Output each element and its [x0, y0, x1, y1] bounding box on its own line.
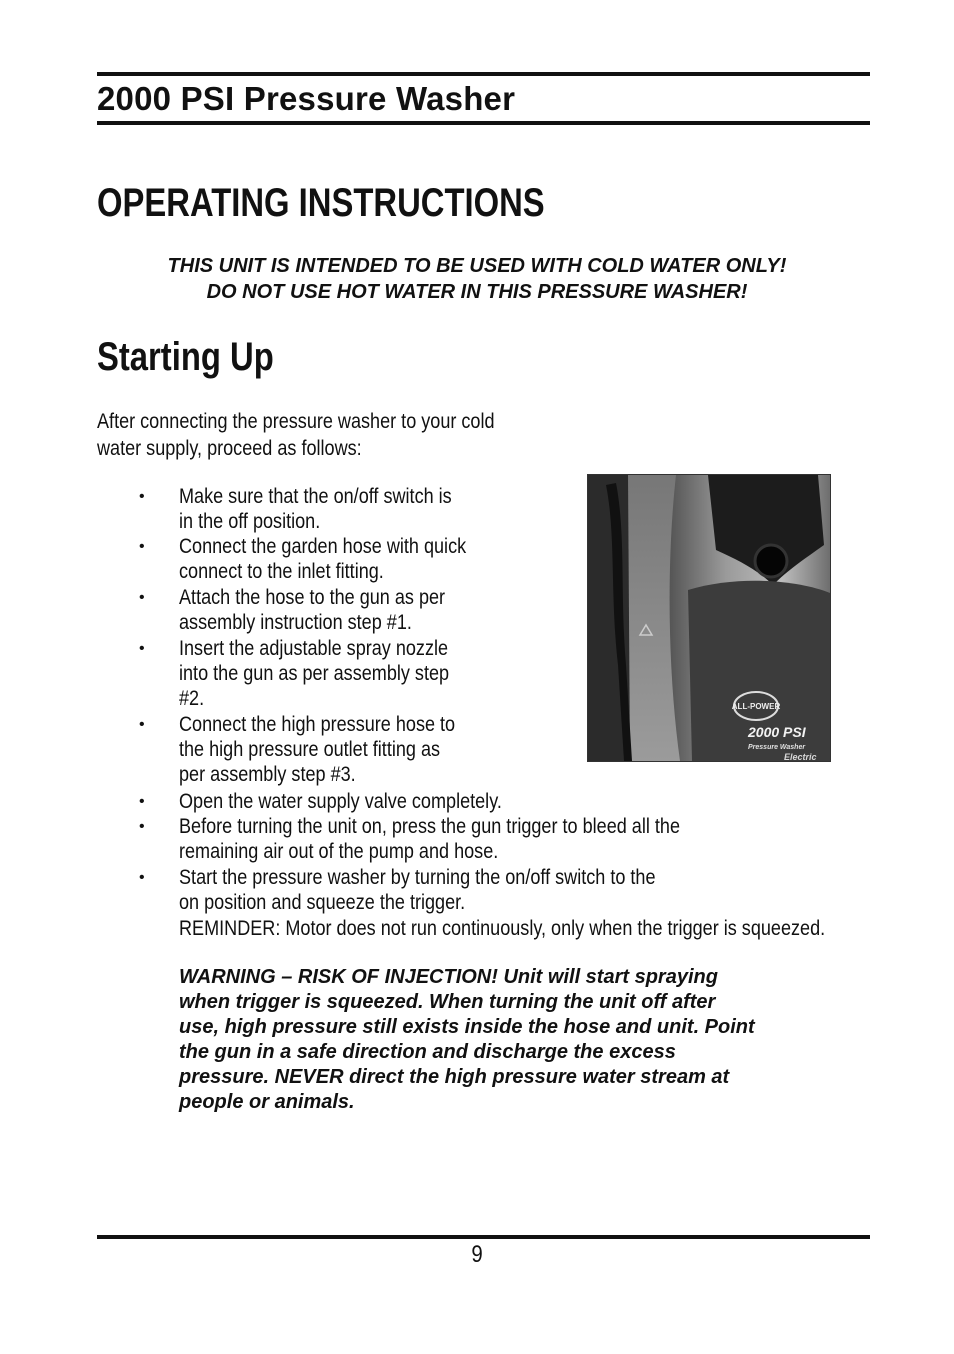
step-line: Insert the adjustable spray nozzle	[179, 637, 449, 660]
footer-rule	[97, 1235, 870, 1239]
step-line: on position and squeeze the trigger.	[179, 891, 466, 914]
step-line: in the off position.	[179, 510, 321, 533]
notice-line: DO NOT USE HOT WATER IN THIS PRESSURE WASHER!	[206, 281, 748, 303]
header-bottom-rule	[97, 121, 870, 125]
warning-line: WARNING – RISK OF INJECTION! Unit will start spraying	[179, 966, 718, 988]
step-text	[179, 636, 449, 711]
warning-line: people or animals.	[179, 1091, 355, 1113]
intro-paragraph	[97, 408, 495, 462]
warning-line: use, high pressure still exists inside the hose and unit. Point	[179, 1016, 755, 1038]
bullet: •	[139, 716, 145, 733]
step-line: Connect the garden hose with quick	[179, 535, 467, 558]
step-line: Open the water supply valve completely.	[179, 790, 502, 813]
step-text	[179, 789, 502, 814]
section-title: OPERATING INSTRUCTIONS	[97, 181, 545, 225]
bullet: •	[139, 488, 145, 505]
step-line: into the gun as per assembly step	[179, 662, 450, 685]
step-line: assembly instruction step #1.	[179, 611, 412, 634]
pressure-washer-illustration	[588, 475, 830, 761]
step-text	[179, 712, 455, 787]
step-text	[179, 585, 445, 635]
bullet: •	[139, 818, 145, 835]
step-line: #2.	[179, 687, 205, 710]
power-switch-icon	[755, 545, 787, 577]
step-text	[179, 534, 466, 584]
page-number: 9	[471, 1241, 483, 1268]
step-line: per assembly step #3.	[179, 763, 356, 786]
step-line: Start the pressure washer by turning the on/off switch to the	[179, 866, 656, 889]
intro-line: water supply, proceed as follows:	[97, 437, 362, 460]
model-label: 2000 PSI	[748, 724, 806, 740]
warning-line: pressure. NEVER direct the high pressure water stream at	[179, 1066, 730, 1088]
bullet: •	[139, 793, 145, 810]
bullet: •	[139, 538, 145, 555]
warning-line: the gun in a safe direction and discharge the excess	[179, 1041, 676, 1063]
step-line: Make sure that the on/off switch is	[179, 485, 452, 508]
document-header-title: 2000 PSI Pressure Washer	[97, 80, 516, 117]
step-line: Connect the high pressure hose to	[179, 713, 456, 736]
step-text	[179, 814, 680, 864]
bullet: •	[139, 589, 145, 606]
injection-warning	[179, 965, 879, 1115]
model-sublabel: Pressure Washer	[748, 744, 806, 751]
step-line: connect to the inlet fitting.	[179, 560, 384, 583]
bullet: •	[139, 640, 145, 657]
bullet: •	[139, 869, 145, 886]
cold-water-notice	[97, 253, 857, 305]
step-line: Attach the hose to the gun as per	[179, 586, 446, 609]
intro-line: After connecting the pressure washer to your cold	[97, 410, 495, 433]
header-top-rule	[97, 72, 870, 76]
notice-line: THIS UNIT IS INTENDED TO BE USED WITH COLD WATER ONLY!	[167, 255, 787, 277]
step-text	[179, 484, 452, 534]
step-text	[179, 865, 656, 915]
step-line: the high pressure outlet fitting as	[179, 738, 441, 761]
brand-logo-text: ALL-POWER	[731, 702, 781, 711]
warning-line: when trigger is squeezed. When turning the unit off after	[179, 991, 716, 1013]
step-line: remaining air out of the pump and hose.	[179, 840, 499, 863]
model-tag: Electric	[784, 752, 817, 761]
starting-up-title: Starting Up	[97, 335, 274, 379]
reminder-note: REMINDER: Motor does not run continuously, only when the trigger is squeezed.	[179, 917, 826, 940]
pressure-washer-photo	[587, 474, 831, 762]
step-line: Before turning the unit on, press the gun trigger to bleed all the	[179, 815, 680, 838]
